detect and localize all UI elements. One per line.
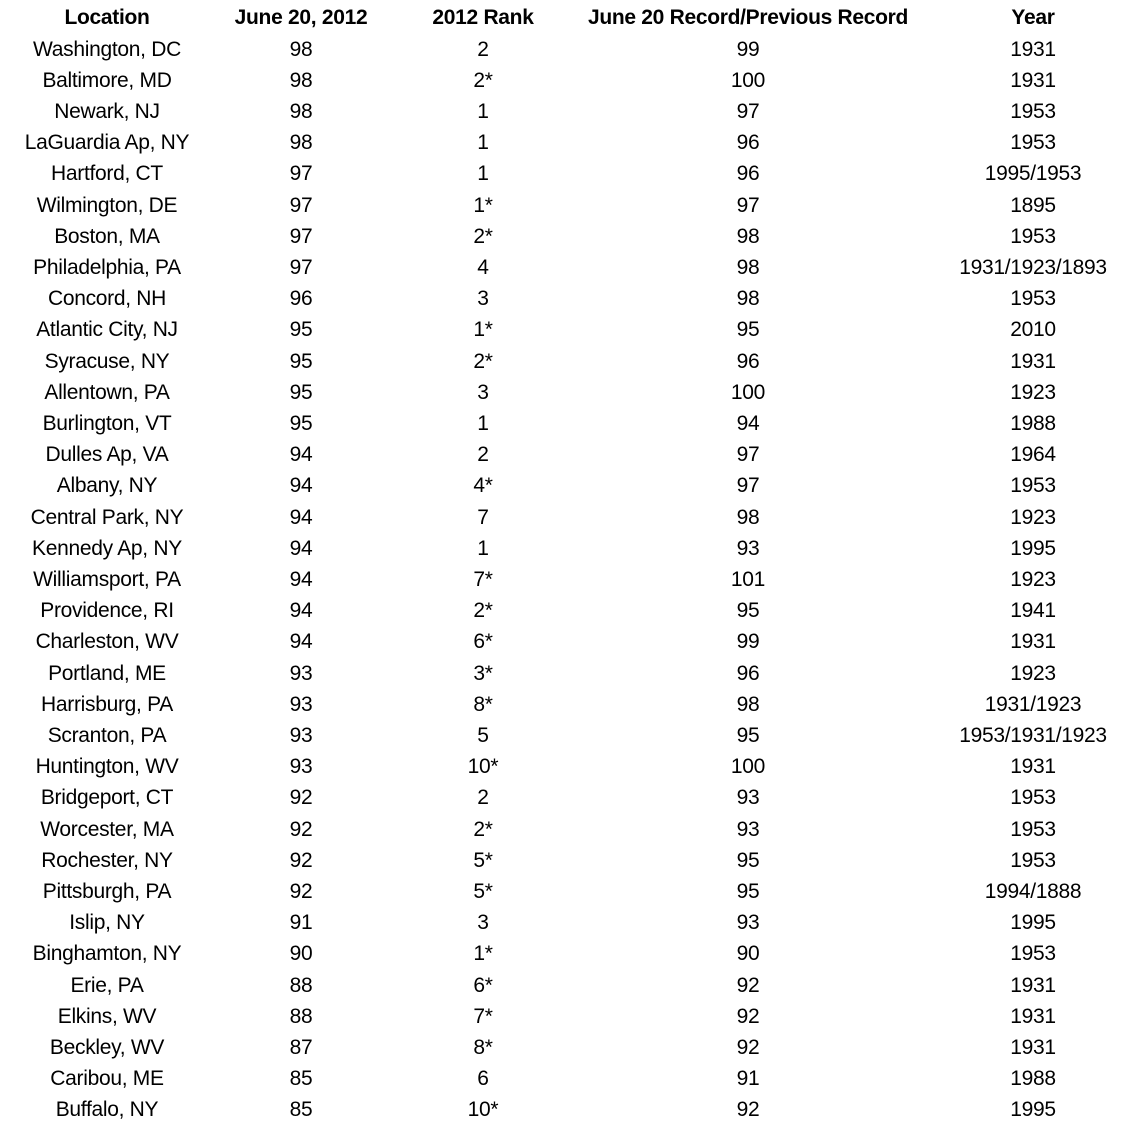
cell-location: Bridgeport, CT (40, 786, 174, 810)
cell-location: Syracuse, NY (44, 349, 170, 373)
table-row (0, 439, 1146, 470)
header-location: Location (64, 6, 150, 29)
cell-location: Burlington, VT (42, 411, 172, 435)
cell-year: 1953/1931/1923 (959, 723, 1107, 747)
cell-year: 1931 (1010, 37, 1056, 61)
cell-june-20-temp: 94 (289, 474, 313, 498)
cell-record: 98 (736, 505, 760, 529)
cell-location: Providence, RI (40, 599, 174, 623)
cell-location: Wilmington, DE (36, 193, 178, 217)
cell-june-20-temp: 85 (289, 1098, 313, 1122)
cell-2012-rank: 3* (473, 661, 493, 685)
cell-2012-rank: 2 (477, 786, 489, 810)
table-row (0, 533, 1146, 564)
table-row (0, 1063, 1146, 1094)
cell-2012-rank: 1 (477, 536, 489, 560)
table-row (0, 938, 1146, 969)
cell-record: 98 (736, 692, 760, 716)
cell-location: Baltimore, MD (42, 68, 172, 92)
cell-record: 92 (736, 1004, 760, 1028)
table-row (0, 346, 1146, 377)
cell-june-20-temp: 93 (289, 692, 313, 716)
table-header-row (0, 2, 1146, 33)
cell-2012-rank: 2* (473, 599, 493, 623)
cell-year: 1964 (1010, 443, 1056, 467)
cell-2012-rank: 5* (473, 879, 493, 903)
cell-location: Huntington, WV (35, 755, 179, 779)
cell-year: 1953 (1010, 287, 1056, 311)
cell-june-20-temp: 92 (289, 848, 313, 872)
cell-year: 1923 (1010, 380, 1056, 404)
cell-june-20-temp: 92 (289, 786, 313, 810)
cell-location: Caribou, ME (50, 1067, 164, 1091)
cell-june-20-temp: 98 (289, 37, 313, 61)
cell-year: 1931 (1010, 1004, 1056, 1028)
table-row (0, 970, 1146, 1001)
cell-year: 1995 (1010, 911, 1056, 935)
cell-2012-rank: 2 (477, 37, 489, 61)
cell-2012-rank: 10* (467, 1098, 499, 1122)
table-row (0, 814, 1146, 845)
cell-june-20-temp: 97 (289, 193, 313, 217)
table-row (0, 377, 1146, 408)
cell-location: Boston, MA (54, 224, 160, 248)
cell-2012-rank: 10* (467, 755, 499, 779)
cell-location: Atlantic City, NJ (36, 318, 178, 342)
cell-2012-rank: 8* (473, 1035, 493, 1059)
cell-2012-rank: 6* (473, 973, 493, 997)
cell-2012-rank: 7* (473, 1004, 493, 1028)
cell-year: 1931 (1010, 630, 1056, 654)
cell-location: Washington, DC (33, 37, 181, 61)
header-year: Year (1011, 6, 1055, 29)
cell-june-20-temp: 97 (289, 162, 313, 186)
cell-june-20-temp: 94 (289, 505, 313, 529)
table-row (0, 689, 1146, 720)
cell-2012-rank: 1 (477, 411, 489, 435)
cell-year: 1994/1888 (984, 879, 1082, 903)
cell-year: 1995 (1010, 1098, 1056, 1122)
cell-2012-rank: 3 (477, 287, 489, 311)
cell-year: 2010 (1010, 318, 1056, 342)
table-row (0, 782, 1146, 813)
table-row (0, 96, 1146, 127)
cell-record: 99 (736, 37, 760, 61)
table-row (0, 127, 1146, 158)
cell-year: 1941 (1010, 599, 1056, 623)
cell-year: 1931 (1010, 1035, 1056, 1059)
cell-year: 1953 (1010, 474, 1056, 498)
cell-location: Elkins, WV (57, 1004, 157, 1028)
cell-location: Hartford, CT (51, 162, 163, 186)
cell-2012-rank: 1* (473, 193, 493, 217)
cell-june-20-temp: 91 (289, 911, 313, 935)
cell-june-20-temp: 93 (289, 723, 313, 747)
table-row (0, 626, 1146, 657)
cell-record: 93 (736, 786, 760, 810)
cell-location: Beckley, WV (49, 1035, 165, 1059)
cell-location: Allentown, PA (44, 380, 170, 404)
cell-june-20-temp: 94 (289, 630, 313, 654)
table-row (0, 1001, 1146, 1032)
cell-year: 1923 (1010, 505, 1056, 529)
table-row (0, 158, 1146, 189)
cell-2012-rank: 6* (473, 630, 493, 654)
cell-2012-rank: 4* (473, 474, 493, 498)
cell-2012-rank: 2 (477, 443, 489, 467)
cell-record: 97 (736, 443, 760, 467)
cell-location: Philadelphia, PA (33, 255, 181, 279)
cell-record: 96 (736, 131, 760, 155)
cell-year: 1953 (1010, 131, 1056, 155)
cell-2012-rank: 2* (473, 68, 493, 92)
cell-june-20-temp: 94 (289, 536, 313, 560)
table-row (0, 314, 1146, 345)
cell-year: 1895 (1010, 193, 1056, 217)
cell-record: 98 (736, 287, 760, 311)
cell-record: 90 (736, 942, 760, 966)
cell-year: 1953 (1010, 786, 1056, 810)
cell-june-20-temp: 98 (289, 131, 313, 155)
cell-year: 1923 (1010, 661, 1056, 685)
cell-june-20-temp: 88 (289, 973, 313, 997)
cell-june-20-temp: 87 (289, 1035, 313, 1059)
table-row (0, 34, 1146, 65)
cell-location: Erie, PA (70, 973, 144, 997)
cell-location: Dulles Ap, VA (45, 443, 169, 467)
cell-june-20-temp: 97 (289, 224, 313, 248)
cell-location: Charleston, WV (35, 630, 179, 654)
cell-2012-rank: 1 (477, 131, 489, 155)
cell-year: 1988 (1010, 1067, 1056, 1091)
cell-year: 1931 (1010, 973, 1056, 997)
cell-2012-rank: 2* (473, 349, 493, 373)
cell-record: 97 (736, 474, 760, 498)
table-row (0, 751, 1146, 782)
cell-record: 93 (736, 911, 760, 935)
cell-year: 1931/1923/1893 (959, 255, 1107, 279)
cell-location: Central Park, NY (30, 505, 184, 529)
cell-record: 95 (736, 879, 760, 903)
cell-record: 98 (736, 224, 760, 248)
cell-record: 92 (736, 1035, 760, 1059)
cell-record: 97 (736, 193, 760, 217)
cell-record: 96 (736, 661, 760, 685)
cell-june-20-temp: 98 (289, 99, 313, 123)
cell-location: Worcester, MA (40, 817, 174, 841)
cell-year: 1988 (1010, 411, 1056, 435)
table-row (0, 221, 1146, 252)
cell-record: 98 (736, 255, 760, 279)
cell-june-20-temp: 94 (289, 599, 313, 623)
cell-june-20-temp: 95 (289, 411, 313, 435)
cell-year: 1923 (1010, 567, 1056, 591)
cell-record: 93 (736, 536, 760, 560)
cell-june-20-temp: 85 (289, 1067, 313, 1091)
cell-record: 93 (736, 817, 760, 841)
cell-record: 96 (736, 162, 760, 186)
cell-june-20-temp: 92 (289, 817, 313, 841)
cell-june-20-temp: 95 (289, 318, 313, 342)
cell-2012-rank: 1* (473, 942, 493, 966)
table-row (0, 720, 1146, 751)
table-row (0, 907, 1146, 938)
cell-june-20-temp: 95 (289, 349, 313, 373)
cell-year: 1953 (1010, 942, 1056, 966)
table-row (0, 252, 1146, 283)
table-row (0, 502, 1146, 533)
cell-record: 95 (736, 848, 760, 872)
cell-year: 1953 (1010, 224, 1056, 248)
cell-record: 101 (730, 567, 766, 591)
cell-record: 94 (736, 411, 760, 435)
table-row (0, 1094, 1146, 1125)
cell-location: Rochester, NY (41, 848, 173, 872)
cell-year: 1931 (1010, 349, 1056, 373)
table-row (0, 658, 1146, 689)
cell-june-20-temp: 93 (289, 661, 313, 685)
header-record: June 20 Record/Previous Record (587, 6, 909, 29)
cell-2012-rank: 8* (473, 692, 493, 716)
cell-2012-rank: 1 (477, 99, 489, 123)
cell-record: 95 (736, 599, 760, 623)
cell-record: 99 (736, 630, 760, 654)
cell-location: Binghamton, NY (32, 942, 182, 966)
cell-2012-rank: 7* (473, 567, 493, 591)
cell-year: 1931 (1010, 68, 1056, 92)
table-row (0, 190, 1146, 221)
cell-year: 1953 (1010, 817, 1056, 841)
cell-june-20-temp: 88 (289, 1004, 313, 1028)
cell-record: 91 (736, 1067, 760, 1091)
cell-june-20-temp: 95 (289, 380, 313, 404)
cell-record: 97 (736, 99, 760, 123)
cell-2012-rank: 3 (477, 380, 489, 404)
cell-2012-rank: 3 (477, 911, 489, 935)
table-row (0, 408, 1146, 439)
table-row (0, 470, 1146, 501)
cell-2012-rank: 5 (477, 723, 489, 747)
cell-record: 100 (730, 755, 766, 779)
cell-june-20-temp: 93 (289, 755, 313, 779)
table-row (0, 595, 1146, 626)
cell-record: 95 (736, 318, 760, 342)
cell-year: 1995 (1010, 536, 1056, 560)
cell-june-20-temp: 96 (289, 287, 313, 311)
cell-year: 1953 (1010, 848, 1056, 872)
cell-location: Concord, NH (47, 287, 167, 311)
cell-june-20-temp: 92 (289, 879, 313, 903)
table-row (0, 283, 1146, 314)
cell-year: 1931 (1010, 755, 1056, 779)
table-row (0, 564, 1146, 595)
cell-2012-rank: 7 (477, 505, 489, 529)
cell-location: Portland, ME (48, 661, 166, 685)
cell-record: 100 (730, 68, 766, 92)
cell-location: Albany, NY (56, 474, 158, 498)
table-row (0, 845, 1146, 876)
cell-record: 100 (730, 380, 766, 404)
cell-june-20-temp: 90 (289, 942, 313, 966)
table-row (0, 876, 1146, 907)
table-row (0, 65, 1146, 96)
cell-2012-rank: 5* (473, 848, 493, 872)
cell-year: 1931/1923 (984, 692, 1082, 716)
cell-location: LaGuardia Ap, NY (24, 131, 190, 155)
cell-june-20-temp: 98 (289, 68, 313, 92)
cell-2012-rank: 2* (473, 817, 493, 841)
cell-record: 92 (736, 973, 760, 997)
cell-year: 1995/1953 (984, 162, 1082, 186)
cell-2012-rank: 4 (477, 255, 489, 279)
cell-2012-rank: 1 (477, 162, 489, 186)
cell-location: Newark, NJ (54, 99, 160, 123)
cell-2012-rank: 2* (473, 224, 493, 248)
cell-june-20-temp: 94 (289, 567, 313, 591)
cell-2012-rank: 1* (473, 318, 493, 342)
cell-location: Scranton, PA (47, 723, 167, 747)
cell-record: 95 (736, 723, 760, 747)
table-row (0, 1032, 1146, 1063)
header-june-20-2012: June 20, 2012 (234, 6, 368, 29)
cell-2012-rank: 6 (477, 1067, 489, 1091)
cell-location: Harrisburg, PA (41, 692, 173, 716)
header-2012-rank: 2012 Rank (432, 6, 534, 29)
cell-record: 92 (736, 1098, 760, 1122)
cell-location: Pittsburgh, PA (42, 879, 172, 903)
cell-june-20-temp: 94 (289, 443, 313, 467)
cell-location: Williamsport, PA (33, 567, 181, 591)
cell-record: 96 (736, 349, 760, 373)
cell-location: Kennedy Ap, NY (32, 536, 182, 560)
cell-year: 1953 (1010, 99, 1056, 123)
cell-location: Islip, NY (69, 911, 145, 935)
cell-location: Buffalo, NY (55, 1098, 159, 1122)
cell-june-20-temp: 97 (289, 255, 313, 279)
